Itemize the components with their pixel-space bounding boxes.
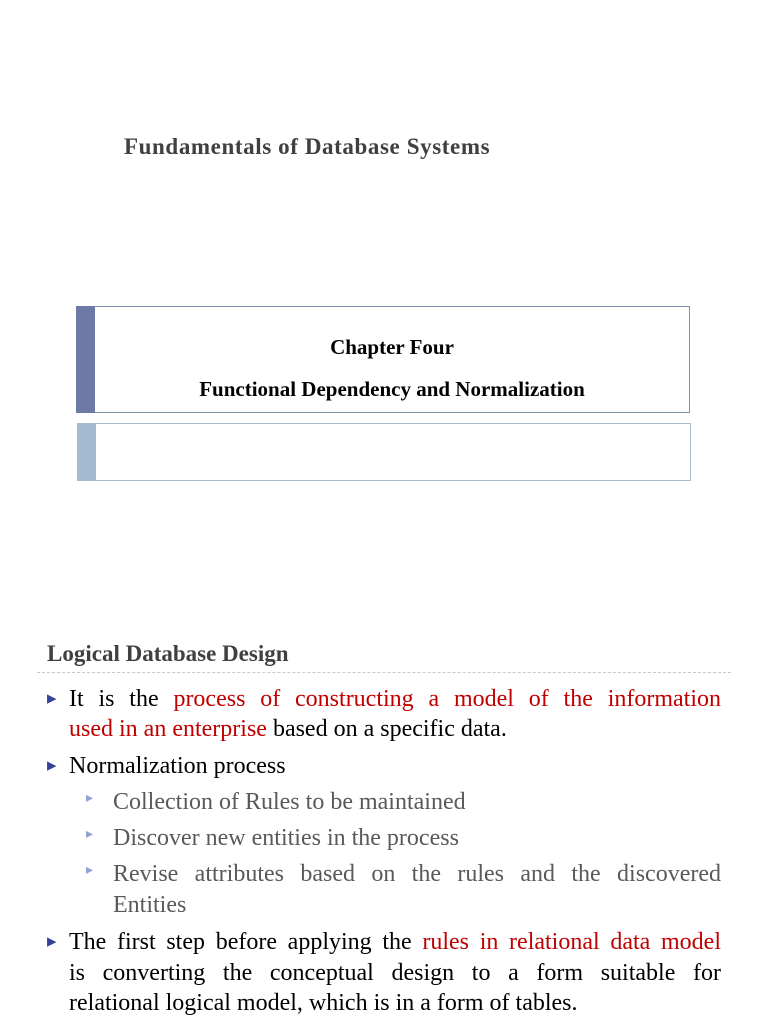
sub-bullet-1: Collection of Rules to be maintained (113, 789, 466, 815)
bullet-2-text: Normalization process (69, 753, 286, 779)
sub-bullet-3-line-1: Revise attributes based on the rules and the discovered (113, 861, 721, 887)
empty-subtitle-box (77, 423, 691, 481)
bullet-arrow-icon: ▸ (47, 755, 57, 776)
bullet-1-line-2 (69, 714, 507, 744)
bullet-1-emphasis-cont: used in an enterprise (69, 716, 267, 742)
bullet-1-text: It is the (69, 686, 174, 712)
bullet-3-line-3: relational logical model, which is in a form of tables. (69, 990, 578, 1016)
sub-bullet-3-line-2: Entities (113, 892, 187, 918)
slide-title: Fundamentals of Database Systems (124, 134, 491, 159)
bullet-3-line-2: is converting the conceptual design to a form suitable for (69, 960, 721, 986)
bullet-1-line-1 (69, 684, 721, 714)
subtitle-box-accent (77, 423, 96, 481)
bullet-arrow-icon: ▸ (47, 931, 57, 952)
bullet-3-emphasis: rules in relational data model (422, 929, 722, 955)
bullet-arrow-icon: ▸ (47, 688, 57, 709)
bullet-3-line-1 (69, 927, 721, 957)
chapter-box (76, 306, 690, 413)
chapter-box-accent (76, 306, 95, 413)
sub-bullet-arrow-icon: ▸ (86, 863, 94, 878)
chapter-subtitle: Functional Dependency and Normalization (199, 377, 585, 401)
bullet-1-emphasis: process of constructing a model of the information (173, 686, 721, 712)
title-divider (37, 672, 731, 673)
chapter-label: Chapter Four (330, 335, 454, 359)
bullet-1-text-cont: based on a specific data. (266, 716, 507, 742)
sub-bullet-2: Discover new entities in the process (113, 825, 459, 851)
sub-bullet-arrow-icon: ▸ (86, 791, 94, 806)
section-title: Logical Database Design (47, 641, 289, 666)
sub-bullet-arrow-icon: ▸ (86, 827, 94, 842)
bullet-3-text: The first step before applying the (69, 929, 423, 955)
